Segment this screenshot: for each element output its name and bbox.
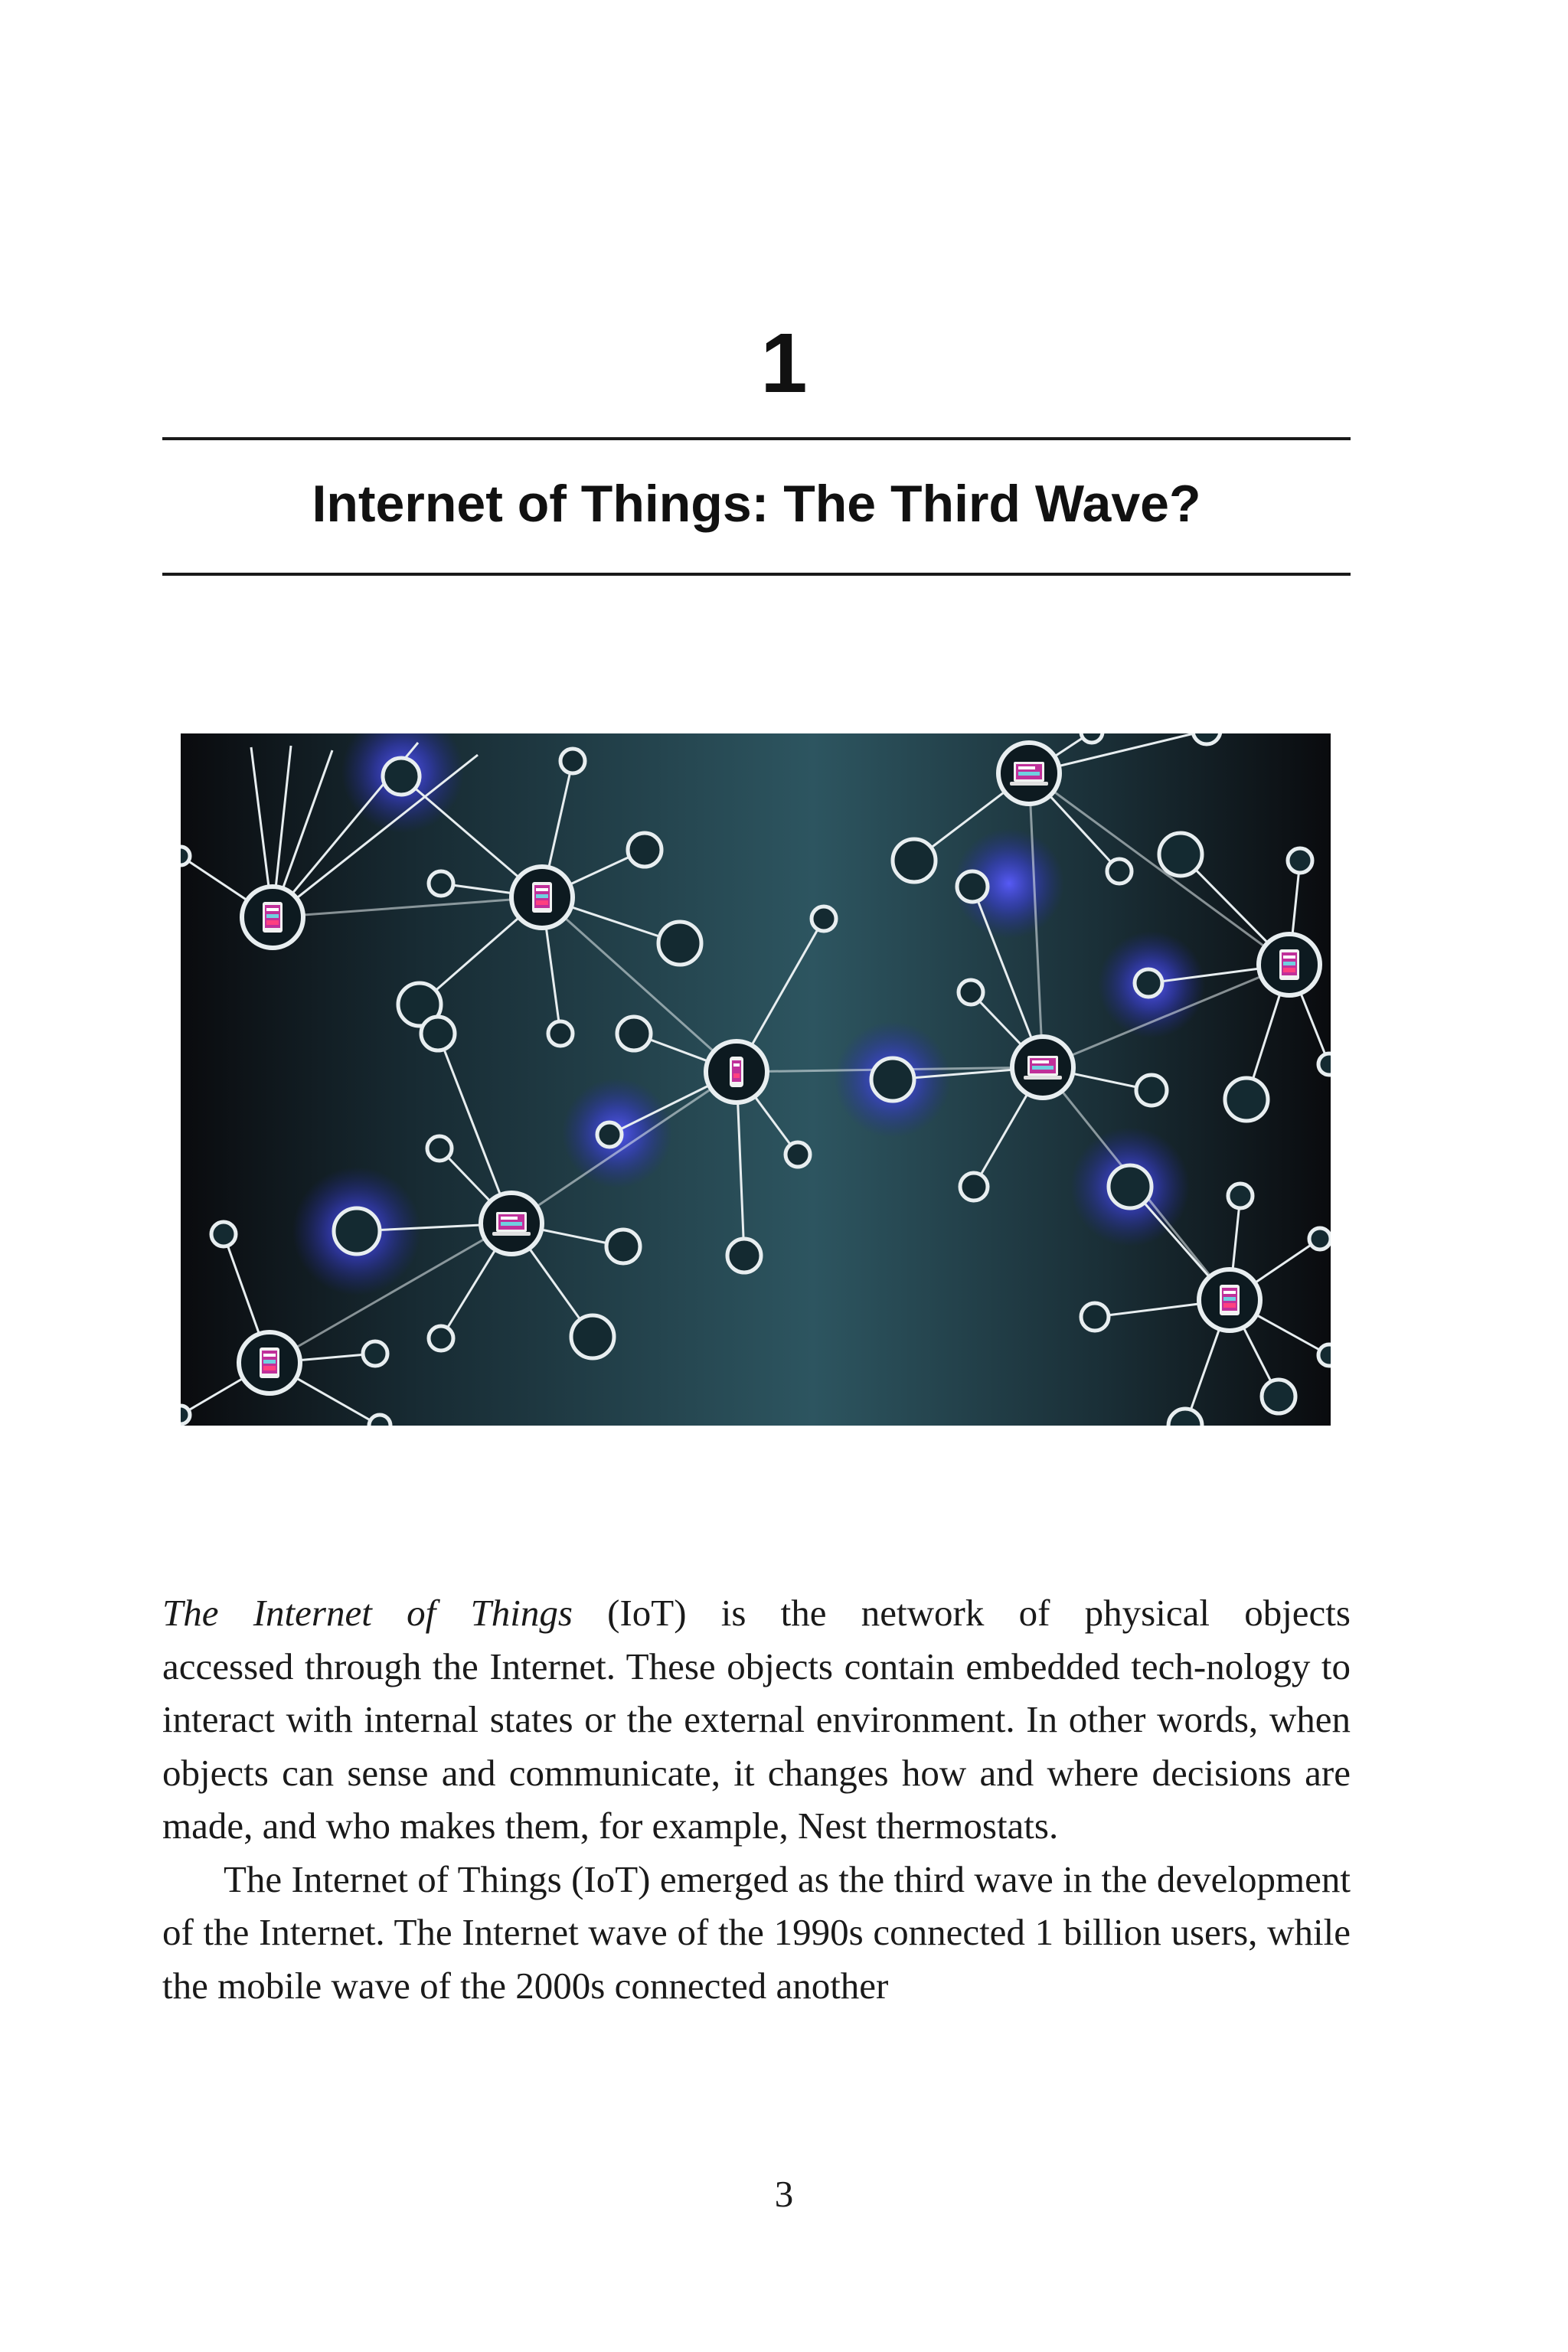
network-node xyxy=(1081,1303,1109,1331)
network-node xyxy=(1168,1409,1202,1426)
network-node xyxy=(1159,833,1202,876)
network-node xyxy=(427,1136,452,1161)
chapter-title: Internet of Things: The Third Wave? xyxy=(312,475,1201,533)
smartphone-icon xyxy=(730,1057,743,1087)
network-node xyxy=(1136,1075,1167,1106)
network-node xyxy=(617,1017,651,1050)
network-node xyxy=(1193,733,1220,744)
network-graph xyxy=(181,733,1331,1426)
chapter-number: 1 xyxy=(760,316,808,410)
network-node xyxy=(1318,1344,1331,1366)
title-rule-top xyxy=(162,437,1351,440)
network-node xyxy=(421,1017,455,1050)
network-node xyxy=(1109,1165,1152,1208)
network-node xyxy=(181,1406,190,1424)
network-node xyxy=(363,1341,387,1366)
network-node xyxy=(628,833,662,867)
paragraph-2: The Internet of Things (IoT) emerged as the third wave in the development of the Internet. The Internet wave of the 1990s connected 1 billion users, while the mobile wave of the 2000s connected another xyxy=(162,1857,1351,2007)
network-node xyxy=(1225,1078,1268,1121)
network-node xyxy=(658,922,701,965)
network-node xyxy=(960,1173,988,1200)
network-node xyxy=(957,871,988,902)
paragraph-1: accessed through the Internet. These objects contain embedded tech-nology to interact with internal states or the external environment. In other words, when objects can sense and communicate, it changes how and where decisions are made, and who makes them, for example, Nest thermostats. xyxy=(162,1645,1351,1847)
network-node xyxy=(1081,733,1102,743)
network-node xyxy=(871,1058,914,1101)
tablet-icon xyxy=(260,1348,279,1378)
network-node xyxy=(383,758,420,795)
network-node xyxy=(571,1315,614,1358)
network-node xyxy=(211,1222,236,1246)
network-node xyxy=(1228,1184,1253,1208)
network-illustration xyxy=(181,733,1331,1426)
tablet-icon xyxy=(263,902,283,933)
network-node xyxy=(812,906,836,931)
network-node xyxy=(369,1415,390,1426)
network-node xyxy=(181,847,190,865)
network-node xyxy=(727,1239,761,1272)
tablet-icon xyxy=(1279,949,1299,980)
tablet-icon xyxy=(532,882,552,913)
network-node xyxy=(1107,859,1132,884)
tablet-icon xyxy=(1220,1285,1240,1315)
network-node xyxy=(1288,848,1312,873)
laptop-icon xyxy=(1024,1056,1062,1080)
network-node xyxy=(1318,1054,1331,1075)
term-internet-of-things: The Internet of Things xyxy=(162,1592,573,1634)
network-node xyxy=(606,1230,640,1263)
network-node xyxy=(1135,969,1162,997)
network-node xyxy=(1309,1228,1331,1250)
network-node xyxy=(334,1208,380,1254)
network-node xyxy=(429,871,453,896)
laptop-icon xyxy=(492,1212,531,1236)
title-rule-bottom xyxy=(162,573,1351,576)
paragraph-1-line-1: The Internet of Things (IoT) is the network of physical objects xyxy=(162,1592,1351,1634)
network-node xyxy=(1262,1380,1295,1413)
network-node xyxy=(548,1021,573,1046)
network-node xyxy=(959,980,983,1004)
network-node xyxy=(786,1142,810,1167)
network-node xyxy=(893,839,936,882)
network-node xyxy=(597,1122,622,1147)
network-node xyxy=(560,749,585,773)
page-number: 3 xyxy=(774,2173,794,2215)
network-node xyxy=(429,1326,453,1351)
laptop-icon xyxy=(1010,762,1048,786)
body-text xyxy=(162,1586,1351,2012)
